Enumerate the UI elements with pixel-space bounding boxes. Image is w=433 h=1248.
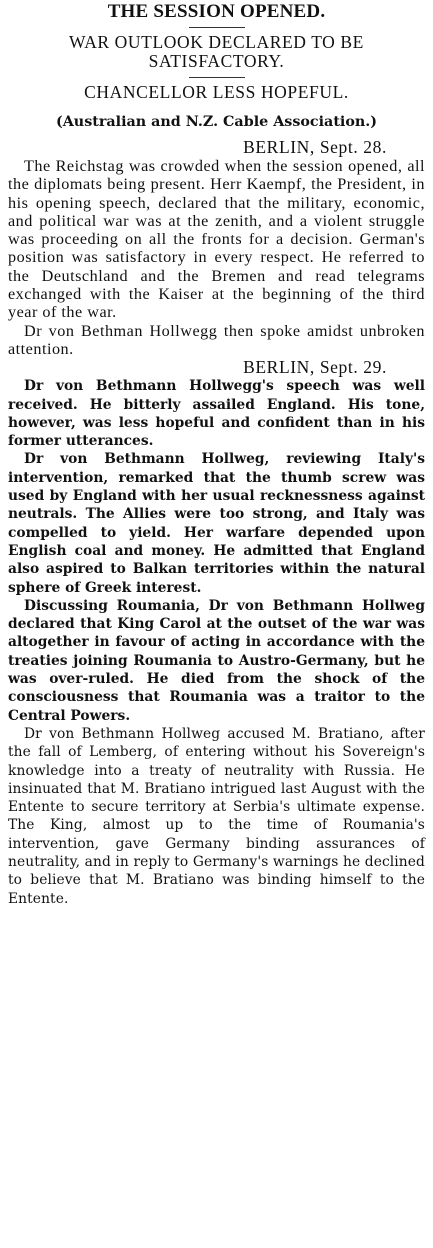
article-paragraph: Dr von Bethmann Hollwegg's speech was well received. He bitterly assailed England. His tone, however, was less hopeful and confident than in his former utterances. (8, 378, 425, 450)
article-paragraph: Dr von Bethmann Hollweg accused M. Bratiano, after the fall of Lemberg, of entering without his Sovereign's knowledge into a treaty of neutrality with Russia. He insinuated that M. Bratiano intrigued last August with the Entente to secure territory at Serbia's ultimate expense. The King, almost up to the time of Roumania's intervention, gave Germany binding assurances of neutrality, and in reply to Germany's warnings he declined to believe that M. Bratiano was binding himself to the Entente. (8, 725, 425, 907)
headline-main: THE SESSION OPENED. (107, 1, 326, 22)
headline-divider (189, 27, 245, 28)
dateline-second: BERLIN, Sept. 29. (243, 357, 387, 378)
article-paragraph: Dr von Bethman Hollwegg then spoke amidst unbroken attention. (8, 321, 425, 358)
article-paragraph: The Reichstag was crowded when the session opened, all the diplomats being present. Herr Kaempf, the President, in his opening speech, declared that the military, economic, and political war was at the zenith, and a violent struggle was proceeding on all the fronts for a decision. German's position was satisfactory in every respect. He referred to the Deutschland and the Bremen and read telegrams exchanged with the Kaiser at the beginning of the third year of the war. (8, 157, 425, 322)
cable-credit: (Australian and N.Z. Cable Association.) (55, 114, 378, 130)
article-paragraph: Dr von Bethmann Hollweg, reviewing Italy's intervention, remarked that the thumb screw was used by England with her usual recknessness against neutrals. The Allies were too strong, and Italy was compelled to yield. Her warfare depended upon English coal and money. He admitted that England also aspired to Balkan territories within the natural sphere of Greek interest. (8, 451, 425, 596)
headline-divider (189, 77, 245, 78)
dateline-first: BERLIN, Sept. 28. (243, 137, 387, 157)
headline-sub-2: CHANCELLOR LESS HOPEFUL. (84, 82, 349, 102)
news-article (8, 2, 425, 908)
headline-sub-1: WAR OUTLOOK DECLARED TO BE SATISFACTORY. (69, 32, 364, 71)
article-paragraph: Discussing Roumania, Dr von Bethmann Hollweg declared that King Carol at the outset of the war was altogether in favour of acting in accordance with the treaties joining Roumania to Austro-Germany, but he was over-ruled. He died from the shock of the consciousness that Roumania was a traitor to the Central Powers. (8, 597, 425, 724)
